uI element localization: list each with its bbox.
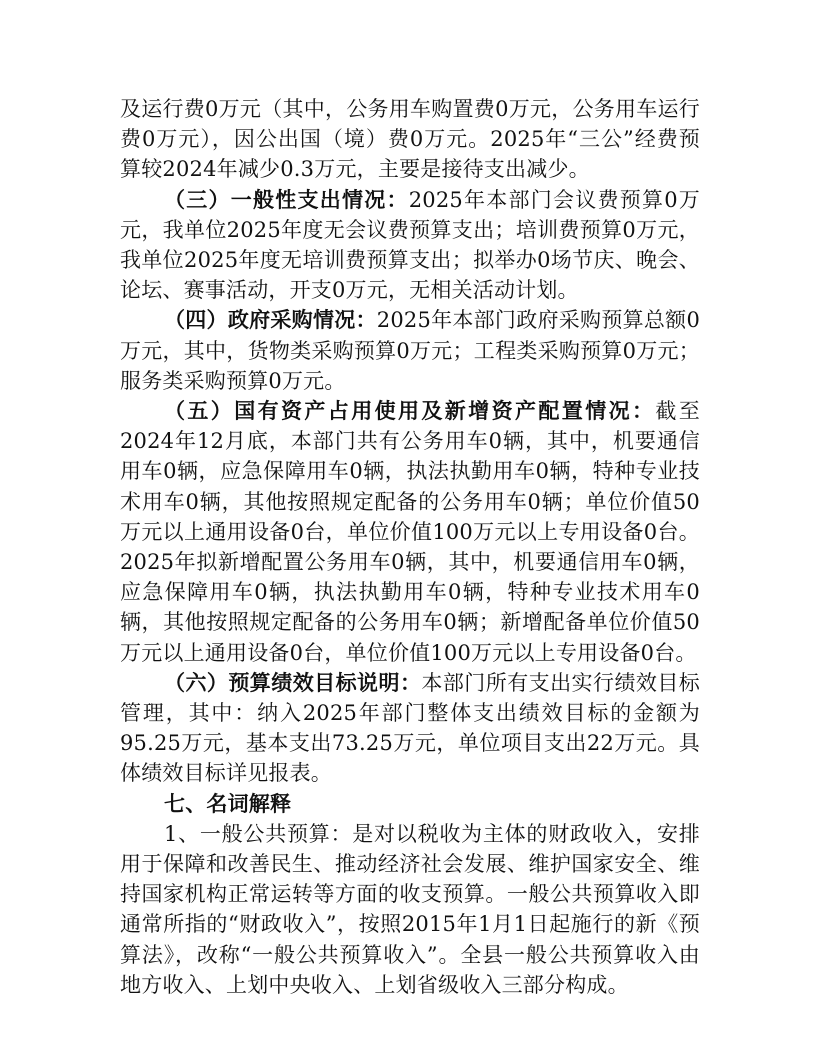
paragraph-three-public-expenses: 及运行费0万元（其中，公务用车购置费0万元，公务用车运行费0万元），因公出国（境）费0万元。2025年“三公”经费预算较2024年减少0.3万元，主要是接待支出减少。 bbox=[120, 97, 700, 182]
paragraph-government-procurement bbox=[120, 305, 700, 396]
paragraph-general-public-budget: 1、一般公共预算：是对以税收为主体的财政收入，安排用于保障和改善民生、推动经济社会发展、维护国家安全、维持国家机构正常运转等方面的收支预算。一般公共预算收入即通常所指的“财政收入”，按照2015年1月1日起施行的新《预算法》，改称“一般公共预算收入”。全县一般公共预算收入由地方收入、上划中央收入、上划省级收入三部分构成。 bbox=[120, 821, 700, 997]
text-performance-goals: 本部门所有支出实行绩效目标管理，其中：纳入2025年部门整体支出绩效目标的金额为95.25万元，基本支出73.25万元，单位项目支出22万元。具体绩效目标详见报表。 bbox=[120, 670, 700, 786]
text-general-expenditure: 2025年本部门会议费预算0万元，我单位2025年度无会议费预算支出；培训费预算0万元，我单位2025年度无培训费预算支出；拟举办0场节庆、晚会、论坛、赛事活动，开支0万元，无相关活动计划。 bbox=[120, 187, 700, 303]
text-government-procurement: 2025年本部门政府采购预算总额0万元，其中，货物类采购预算0万元；工程类采购预算0万元；服务类采购预算0万元。 bbox=[120, 308, 700, 393]
paragraph-general-expenditure bbox=[120, 185, 700, 306]
heading-government-procurement: （四）政府采购情况： bbox=[164, 307, 377, 333]
document-page bbox=[120, 94, 700, 1000]
heading-state-assets: （五）国有资产占用使用及新增资产配置情况： bbox=[164, 398, 656, 424]
section-heading-glossary: 七、名词解释 bbox=[164, 790, 292, 816]
paragraph-performance-goals bbox=[120, 668, 700, 789]
heading-general-expenditure: （三）一般性支出情况： bbox=[164, 186, 409, 212]
paragraph-state-assets bbox=[120, 396, 700, 668]
heading-performance-goals: （六）预算绩效目标说明： bbox=[164, 669, 422, 695]
text-state-assets: 截至2024年12月底，本部门共有公务用车0辆，其中，机要通信用车0辆，应急保障用车0辆，执法执勤用车0辆，特种专业技术用车0辆，其他按照规定配备的公务用车0辆；单位价值50万元以上通用设备0台，单位价值100万元以上专用设备0台。2025年拟新增配置公务用车0辆，其中，机要通信用车0辆，应急保障用车0辆，执法执勤用车0辆，特种专业技术用车0辆，其他按照规定配备的公务用车0辆；新增配备单位价值50万元以上通用设备0台，单位价值100万元以上专用设备0台。 bbox=[120, 399, 700, 665]
